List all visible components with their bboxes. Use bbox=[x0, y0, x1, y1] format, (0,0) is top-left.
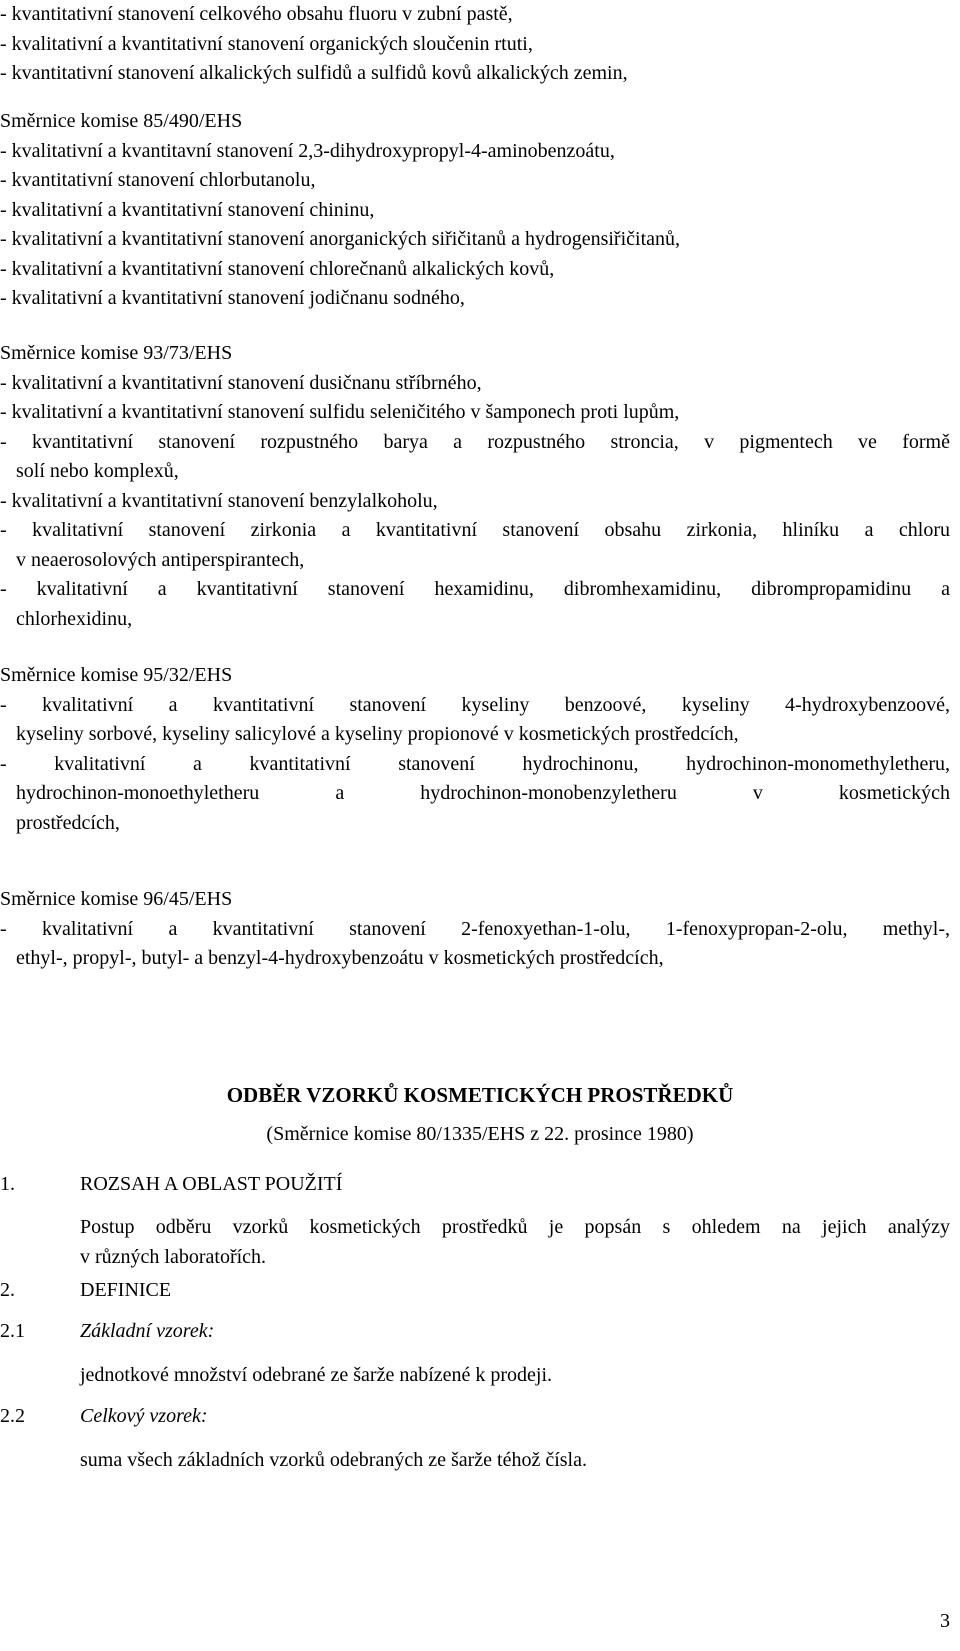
directive-heading: Směrnice komise 93/73/EHS bbox=[0, 342, 233, 364]
list-block-1 bbox=[0, 0, 950, 89]
directive-93-73 bbox=[0, 339, 950, 634]
list-item-continuation: hydrochinon-monoethyletheru a hydrochinon-monobenzyletheru v kosmetických bbox=[16, 782, 950, 804]
paragraph-line: v různých laboratořích. bbox=[80, 1245, 267, 1268]
list-item: - kvalitativní a kvantitativní stanovení chlorečnanů alkalických kovů, bbox=[0, 257, 555, 280]
document-subtitle: (Směrnice komise 80/1335/EHS z 22. prosince 1980) bbox=[266, 1123, 694, 1145]
page-number: 3 bbox=[940, 1610, 950, 1632]
list-item: - kvalitativní a kvantitativní stanovení hydrochinonu, hydrochinon-monomethyletheru, bbox=[0, 752, 950, 775]
section-2-heading bbox=[0, 1276, 950, 1305]
list-item: - kvalitativní a kvantitativní stanovení dusičnanu stříbrného, bbox=[0, 371, 482, 394]
list-item: - kvalitativní a kvantitativní stanovení hexamidinu, dibromhexamidinu, dibrompropamidinu a bbox=[0, 578, 950, 600]
list-item: - kvalitativní a kvantitativní stanovení chininu, bbox=[0, 198, 375, 221]
section-number: 2.2 bbox=[0, 1405, 25, 1427]
section-1-heading bbox=[0, 1170, 950, 1199]
list-item-continuation: ethyl-, propyl-, butyl- a benzyl-4-hydroxybenzoátu v kosmetických prostředcích, bbox=[16, 947, 664, 969]
list-item: - kvantitativní stanovení alkalických sulfidů a sulfidů kovů alkalických zemin, bbox=[0, 62, 628, 84]
directive-95-32 bbox=[0, 661, 950, 838]
section-2-1-body bbox=[80, 1361, 950, 1391]
list-item: - kvalitativní a kvantitativní stanovení 2-fenoxyethan-1-olu, 1-fenoxypropan-2-olu, methyl-, bbox=[0, 917, 950, 940]
section-1-body bbox=[80, 1213, 950, 1272]
paragraph-line: jednotkové množství odebrané ze šarže nabízené k prodeji. bbox=[80, 1364, 553, 1386]
list-item: - kvalitativní a kvantitativní stanovení jodičnanu sodného, bbox=[0, 287, 465, 309]
list-item: - kvalitativní a kvantitativní stanovení organických sloučenin rtuti, bbox=[0, 32, 533, 55]
directive-85-490 bbox=[0, 107, 950, 314]
directive-heading: Směrnice komise 96/45/EHS bbox=[0, 888, 233, 910]
list-item-continuation: chlorhexidinu, bbox=[16, 607, 133, 630]
list-item: - kvalitativní a kvantitativní stanovení sulfidu seleničitého v šamponech proti lupům, bbox=[0, 401, 680, 423]
list-item-continuation: solí nebo komplexů, bbox=[16, 460, 179, 482]
document-title: ODBĚR VZORKŮ KOSMETICKÝCH PROSTŘEDKŮ bbox=[226, 1083, 734, 1107]
section-title: ROZSAH A OBLAST POUŽITÍ bbox=[80, 1173, 343, 1195]
list-item-continuation: v neaerosolových antiperspirantech, bbox=[16, 548, 305, 571]
list-item-continuation: prostředcích, bbox=[16, 811, 120, 834]
section-title: Celkový vzorek: bbox=[80, 1405, 208, 1427]
list-item: - kvalitativní a kvantitativní stanovení anorganických siřičitanů a hydrogensiřičitanů, bbox=[0, 228, 680, 250]
list-item: - kvalitativní a kvantitativní stanovení kyseliny benzoové, kyseliny 4-hydroxybenzoové, bbox=[0, 693, 950, 716]
section-number: 2. bbox=[0, 1279, 15, 1301]
section-number: 1. bbox=[0, 1173, 15, 1195]
list-item: - kvantitativní stanovení celkového obsahu fluoru v zubní pastě, bbox=[0, 3, 513, 25]
directive-heading: Směrnice komise 95/32/EHS bbox=[0, 664, 233, 686]
list-item-continuation: kyseliny sorbové, kyseliny salicylové a kyseliny propionové v kosmetických prostředcích, bbox=[16, 723, 739, 745]
directive-96-45 bbox=[0, 885, 950, 974]
list-item: - kvantitativní stanovení chlorbutanolu, bbox=[0, 169, 316, 191]
section-2-2-body bbox=[80, 1446, 950, 1476]
section-2-2-heading bbox=[0, 1402, 950, 1431]
section-2-1-heading bbox=[0, 1317, 950, 1346]
paragraph-line: Postup odběru vzorků kosmetických prostředků je popsán s ohledem na jejich analýzy bbox=[80, 1216, 950, 1238]
list-item: - kvalitativní a kvantitavní stanovení 2,3-dihydroxypropyl-4-aminobenzoátu, bbox=[0, 139, 615, 162]
section-number: 2.1 bbox=[0, 1320, 25, 1342]
list-item: - kvalitativní a kvantitativní stanovení benzylalkoholu, bbox=[0, 489, 438, 512]
list-item: - kvantitativní stanovení rozpustného barya a rozpustného stroncia, v pigmentech ve formě bbox=[0, 430, 950, 453]
directive-heading: Směrnice komise 85/490/EHS bbox=[0, 110, 243, 132]
list-item: - kvalitativní stanovení zirkonia a kvantitativní stanovení obsahu zirkonia, hliníku a chloru bbox=[0, 519, 950, 541]
section-title: DEFINICE bbox=[80, 1279, 172, 1301]
section-title: Základní vzorek: bbox=[80, 1320, 215, 1342]
paragraph-line: suma všech základních vzorků odebraných ze šarže téhož čísla. bbox=[80, 1449, 587, 1471]
